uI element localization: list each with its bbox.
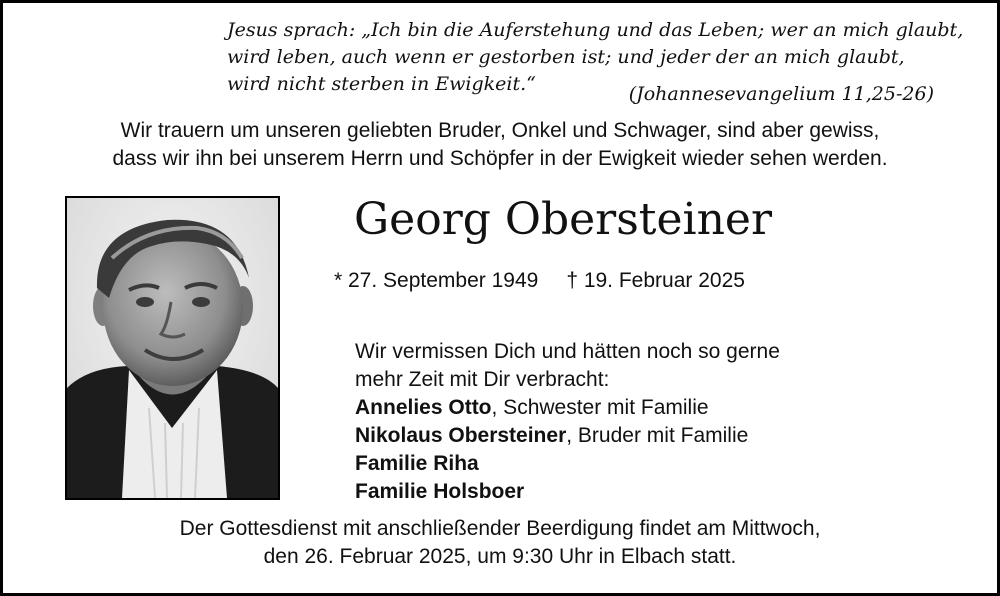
mourner-name: Nikolaus Obersteiner [355, 424, 567, 447]
mourner-entry [355, 478, 780, 506]
portrait-photo [65, 196, 280, 500]
mourner-entry [355, 450, 780, 478]
intro-line: dass wir ihn bei unserem Herrn und Schöpfer in der Ewigkeit wieder sehen werden. [112, 147, 888, 170]
mourner-relation: , Bruder mit Familie [566, 424, 749, 447]
funeral-service-info [3, 515, 997, 571]
mourner-name: Familie Riha [355, 452, 479, 475]
mourner-relation: , Schwester mit Familie [491, 396, 709, 419]
intro-text [3, 117, 997, 173]
mourner-name: Familie Holsboer [355, 480, 525, 503]
message-line: mehr Zeit mit Dir verbracht: [355, 368, 610, 391]
birth-date: * 27. September 1949 [334, 269, 539, 292]
quote-line: wird leben, auch wenn er gestorben ist; und jeder der an mich glaubt, [227, 46, 905, 68]
intro-line: Wir trauern um unseren geliebten Bruder, Onkel und Schwager, sind aber gewiss, [120, 119, 880, 142]
quote-reference: (Johannesevangelium 11,25-26) [628, 83, 934, 105]
quote-line: wird nicht sterben in Ewigkeit.“ [227, 73, 536, 95]
life-dates [334, 267, 745, 295]
family-message [355, 338, 780, 506]
portrait-illustration [67, 198, 278, 498]
mourner-entry [355, 394, 780, 422]
message-line: Wir vermissen Dich und hätten noch so gerne [355, 340, 780, 363]
death-date: † 19. Februar 2025 [566, 269, 745, 292]
mourner-entry [355, 422, 780, 450]
quote-line: Jesus sprach: „Ich bin die Auferstehung und das Leben; wer an mich glaubt, [227, 19, 964, 41]
service-line: Der Gottesdienst mit anschließender Beerdigung findet am Mittwoch, [179, 517, 821, 540]
deceased-name: Georg Obersteiner [354, 194, 772, 245]
mourner-name: Annelies Otto [355, 396, 492, 419]
service-line: den 26. Februar 2025, um 9:30 Uhr in Elbach statt. [263, 545, 737, 568]
